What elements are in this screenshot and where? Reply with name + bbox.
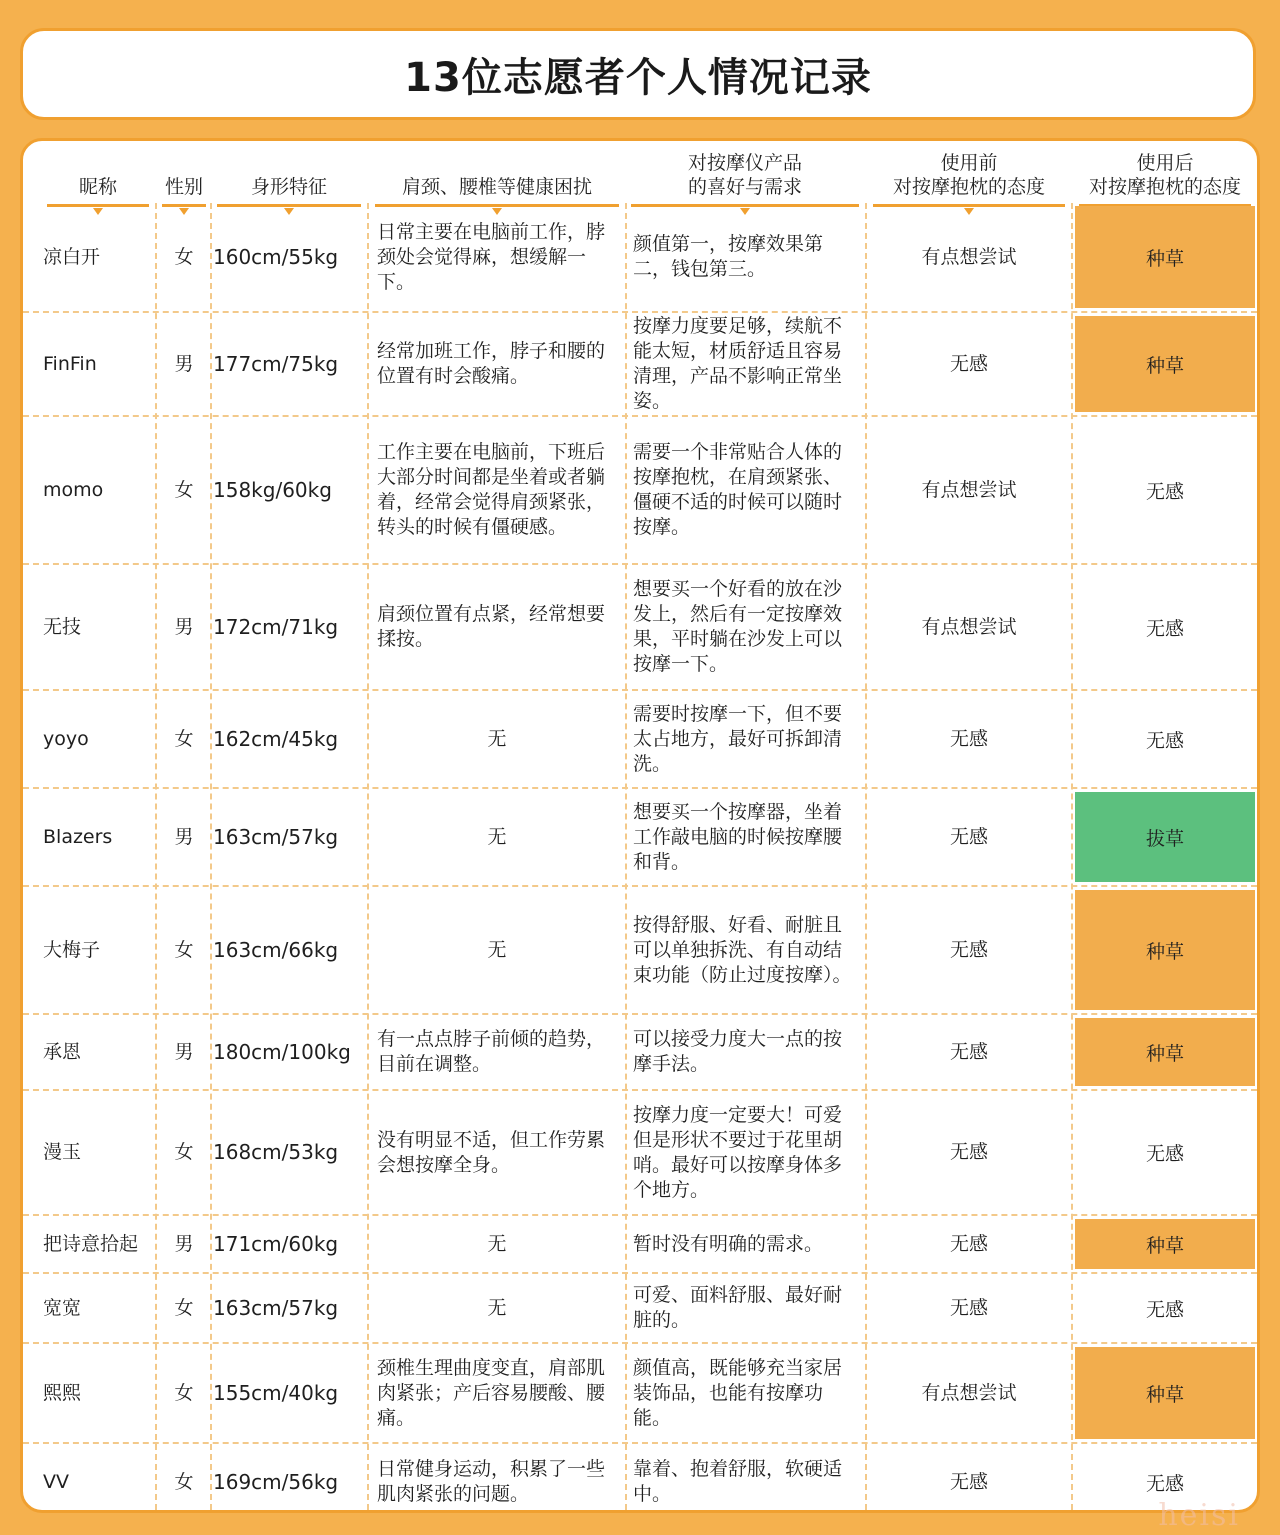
cell-product-needs: 可爱、面料舒服、最好耐脏的。 xyxy=(633,1284,843,1331)
cell-product-needs: 颜值高，既能够充当家居装饰品，也能有按摩功能。 xyxy=(633,1356,843,1429)
cell-attitude-before: 有点想尝试 xyxy=(921,245,1017,268)
cell-attitude-before: 无感 xyxy=(949,352,988,375)
cell-gender: 女 xyxy=(174,1470,194,1493)
column-divider xyxy=(1071,203,1073,1510)
cell-product-needs: 想要买一个好看的放在沙发上，然后有一定按摩效果，平时躺在沙发上可以按摩一下。 xyxy=(633,578,843,675)
cell-nickname: 大梅子 xyxy=(43,938,101,961)
cell-health-issues: 无 xyxy=(487,825,507,848)
table-header xyxy=(23,141,1257,207)
cell-product-needs: 按摩力度要足够，续航不能太短，材质舒适且容易清理，产品不影响正常坐姿。 xyxy=(633,315,843,412)
cell-nickname: 漫玉 xyxy=(43,1141,82,1163)
header-label: 对按摩仪产品 的喜好与需求 xyxy=(687,152,802,198)
cell-gender: 男 xyxy=(174,352,194,375)
page-title: 13位志愿者个人情况记录 xyxy=(404,54,872,101)
header-nickname xyxy=(43,141,153,203)
records-table xyxy=(20,138,1260,1513)
column-divider xyxy=(155,203,157,1510)
cell-attitude-after: 种草 xyxy=(1075,1347,1255,1439)
cell-nickname: Blazers xyxy=(43,825,113,848)
cell-attitude-after: 无感 xyxy=(1145,1472,1184,1495)
cell-gender: 女 xyxy=(174,245,194,268)
cell-body-shape: 163cm/66kg xyxy=(213,937,339,962)
column-divider xyxy=(865,203,867,1510)
watermark: heisi xyxy=(1158,1498,1240,1533)
header-attitude-after xyxy=(1075,141,1255,203)
cell-health-issues: 日常健身运动，积累了一些肌肉紧张的问题。 xyxy=(377,1458,606,1505)
cell-product-needs: 需要一个非常贴合人体的按摩抱枕，在肩颈紧张、僵硬不适的时候可以随时按摩。 xyxy=(633,441,843,538)
cell-attitude-after: 无感 xyxy=(1145,729,1184,752)
cell-attitude-before: 无感 xyxy=(949,1040,988,1063)
cell-body-shape: 163cm/57kg xyxy=(213,1295,339,1320)
cell-body-shape: 160cm/55kg xyxy=(213,244,339,269)
cell-attitude-before: 有点想尝试 xyxy=(921,615,1017,638)
cell-nickname: 承恩 xyxy=(43,1040,82,1063)
header-label: 昵称 xyxy=(78,176,117,198)
cell-gender: 男 xyxy=(174,1040,194,1063)
cell-attitude-after: 种草 xyxy=(1075,316,1255,412)
cell-attitude-after: 无感 xyxy=(1145,1298,1184,1321)
header-product-needs xyxy=(627,141,863,203)
cell-gender: 男 xyxy=(174,825,194,848)
cell-nickname: 熙熙 xyxy=(43,1381,82,1404)
cell-nickname: 把诗意拾起 xyxy=(43,1232,139,1255)
cell-nickname: yoyo xyxy=(43,727,89,750)
cell-gender: 女 xyxy=(174,478,194,501)
cell-product-needs: 可以接受力度大一点的按摩手法。 xyxy=(633,1028,843,1075)
cell-body-shape: 172cm/71kg xyxy=(213,614,339,639)
cell-gender: 女 xyxy=(174,1296,194,1319)
cell-health-issues: 经常加班工作，脖子和腰的位置有时会酸痛。 xyxy=(377,340,606,387)
cell-attitude-before: 无感 xyxy=(949,825,988,848)
cell-health-issues: 日常主要在电脑前工作，脖颈处会觉得麻，想缓解一下。 xyxy=(377,220,606,293)
cell-nickname: VV xyxy=(43,1470,69,1493)
cell-attitude-after: 拔草 xyxy=(1075,792,1255,882)
cell-health-issues: 工作主要在电脑前，下班后大部分时间都是坐着或者躺着，经常会觉得肩颈紧张，转头的时候有僵硬感。 xyxy=(377,441,606,538)
cell-body-shape: 155cm/40kg xyxy=(213,1380,339,1405)
cell-attitude-before: 无感 xyxy=(949,1141,988,1163)
cell-attitude-after: 种草 xyxy=(1075,890,1255,1010)
header-label: 肩颈、腰椎等健康困扰 xyxy=(401,176,592,198)
cell-attitude-after: 无感 xyxy=(1145,480,1184,503)
cell-gender: 男 xyxy=(174,615,194,638)
cell-nickname: FinFin xyxy=(43,352,97,375)
cell-gender: 男 xyxy=(174,1232,194,1255)
header-attitude-before xyxy=(869,141,1069,203)
cell-attitude-after: 种草 xyxy=(1075,1219,1255,1269)
cell-health-issues: 肩颈位置有点紧，经常想要揉按。 xyxy=(377,603,606,650)
cell-body-shape: 177cm/75kg xyxy=(213,351,339,376)
cell-gender: 女 xyxy=(174,727,194,750)
cell-health-issues: 有一点点脖子前倾的趋势，目前在调整。 xyxy=(377,1028,606,1075)
header-body-shape xyxy=(213,141,365,203)
cell-body-shape: 180cm/100kg xyxy=(213,1039,351,1064)
cell-attitude-after: 种草 xyxy=(1075,1018,1255,1086)
cell-attitude-after: 无感 xyxy=(1145,617,1184,640)
header-label: 身形特征 xyxy=(250,176,327,198)
header-label: 使用后 对按摩抱枕的态度 xyxy=(1088,152,1241,198)
cell-health-issues: 无 xyxy=(487,938,507,961)
cell-health-issues: 颈椎生理曲度变直，肩部肌肉紧张；产后容易腰酸、腰痛。 xyxy=(377,1356,606,1429)
column-divider xyxy=(625,203,627,1510)
cell-attitude-after: 无感 xyxy=(1145,1143,1184,1165)
cell-product-needs: 颜值第一，按摩效果第二，钱包第三。 xyxy=(633,233,824,280)
cell-attitude-before: 无感 xyxy=(949,1470,988,1493)
cell-product-needs: 按得舒服、好看、耐脏且可以单独拆洗、有自动结束功能（防止过度按摩）。 xyxy=(633,913,852,986)
cell-gender: 女 xyxy=(174,1141,194,1163)
cell-health-issues: 无 xyxy=(487,1296,507,1319)
cell-body-shape: 169cm/56kg xyxy=(213,1469,339,1494)
header-health-issues xyxy=(371,141,623,203)
header-label: 使用前 对按摩抱枕的态度 xyxy=(892,152,1045,198)
cell-body-shape: 162cm/45kg xyxy=(213,726,339,751)
cell-body-shape: 163cm/57kg xyxy=(213,824,339,849)
cell-body-shape: 171cm/60kg xyxy=(213,1231,339,1256)
cell-attitude-after: 种草 xyxy=(1075,206,1255,308)
cell-nickname: 宽宽 xyxy=(43,1296,82,1319)
title-box xyxy=(20,28,1256,120)
cell-health-issues: 没有明显不适，但工作劳累会想按摩全身。 xyxy=(377,1128,606,1176)
cell-body-shape: 158kg/60kg xyxy=(213,477,332,502)
cell-nickname: 凉白开 xyxy=(43,245,101,268)
cell-attitude-before: 无感 xyxy=(949,727,988,750)
cell-product-needs: 想要买一个按摩器，坐着工作敲电脑的时候按摩腰和背。 xyxy=(633,800,843,873)
cell-health-issues: 无 xyxy=(487,1232,507,1255)
cell-attitude-before: 无感 xyxy=(949,938,988,961)
cell-gender: 女 xyxy=(174,1381,194,1404)
cell-product-needs: 需要时按摩一下，但不要太占地方，最好可拆卸清洗。 xyxy=(633,702,843,775)
cell-product-needs: 暂时没有明确的需求。 xyxy=(633,1232,824,1255)
cell-nickname: momo xyxy=(43,478,104,501)
cell-health-issues: 无 xyxy=(487,727,507,750)
cell-product-needs: 靠着、抱着舒服，软硬适中。 xyxy=(633,1458,843,1505)
cell-product-needs: 按摩力度一定要大！可爱但是形状不要过于花里胡哨。最好可以按摩身体多个地方。 xyxy=(633,1103,843,1201)
header-gender xyxy=(158,141,210,203)
cell-attitude-before: 有点想尝试 xyxy=(921,1381,1017,1404)
cell-attitude-before: 无感 xyxy=(949,1296,988,1319)
cell-nickname: 无技 xyxy=(43,615,82,638)
cell-gender: 女 xyxy=(174,938,194,961)
column-divider xyxy=(367,203,369,1510)
cell-body-shape: 168cm/53kg xyxy=(213,1140,339,1164)
column-divider xyxy=(210,203,212,1510)
cell-attitude-before: 无感 xyxy=(949,1232,988,1255)
cell-attitude-before: 有点想尝试 xyxy=(921,478,1017,501)
header-label: 性别 xyxy=(164,176,203,198)
